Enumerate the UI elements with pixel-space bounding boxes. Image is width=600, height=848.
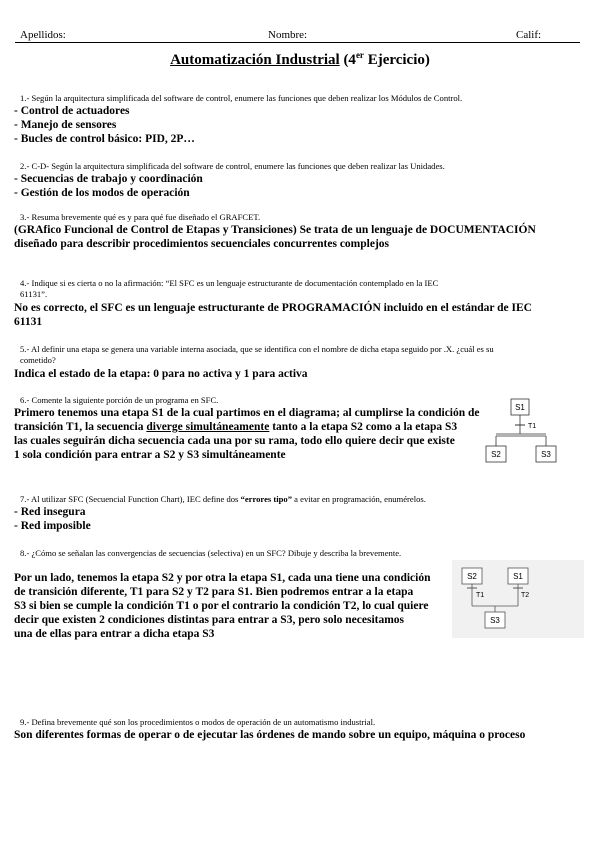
- q3-answer-line2: diseñado para describir procedimientos secuenciales concurrentes complejos: [14, 238, 389, 250]
- q1-question: 1.- Según la arquitectura simplificada del software de control, enumere las funciones que deben realizar los Módulos de Control.: [20, 93, 463, 103]
- q7-question-errores: “errores tipo”: [240, 494, 293, 504]
- q8-answer-line1: Por un lado, tenemos la etapa S2 y por otra la etapa S1, cada una tiene una condición: [14, 572, 431, 584]
- q8-answer-line2: de transición diferente, T1 para S2 y T2 para S1. Bien podremos entrar a la etapa: [14, 586, 414, 598]
- q4-answer-line1: No es correcto, el SFC es un lenguaje estructurante de PROGRAMACIÓN incluido en el estándar de IEC: [14, 302, 532, 314]
- q7-question-a: 7.- Al utilizar SFC (Secuencial Function Chart), IEC define dos: [20, 494, 241, 504]
- q8-step-s1-label: S1: [513, 572, 523, 581]
- q2-answer-1: - Secuencias de trabajo y coordinación: [14, 173, 203, 185]
- q8-step-s2-label: S2: [467, 572, 477, 581]
- q1-answer-3: - Bucles de control básico: PID, 2P…: [14, 133, 195, 145]
- q5-answer: Indica el estado de la etapa: 0 para no activa y 1 para activa: [14, 368, 308, 380]
- q6-step-s3-label: S3: [541, 450, 551, 459]
- title-rest: Ejercicio): [363, 52, 430, 68]
- header-rule: [15, 42, 580, 43]
- q3-answer-line1: (GRAfico Funcional de Control de Etapas y Transiciones) Se trata de un lenguaje de DOCUMENTACIÓN: [14, 224, 536, 236]
- nombre-label: Nombre:: [268, 29, 308, 41]
- q1-answer-2: - Manejo de sensores: [14, 119, 117, 131]
- q3-question: 3.- Resuma brevemente qué es y para qué fue diseñado el GRAFCET.: [20, 212, 261, 222]
- q4-answer-line2: 61131: [14, 316, 43, 328]
- q6-transition-t1-label: T1: [528, 423, 537, 430]
- q8-step-s3-label: S3: [490, 616, 500, 625]
- q5-question-line2: cometido?: [20, 355, 56, 365]
- q1-answer-1: - Control de actuadores: [14, 105, 130, 117]
- q2-question: 2.- C-D- Según la arquitectura simplificada del software de control, enumere las funciones que deben realizar las Unidades.: [20, 161, 445, 171]
- q6-step-s1-label: S1: [515, 403, 525, 412]
- q6-answer-line2-a: transición T1, la secuencia: [14, 421, 147, 433]
- q8-answer-line4: decir que existen 2 condiciones distintas para entrar a S3, pero solo necesitamos: [14, 614, 405, 626]
- page-title: [0, 50, 600, 69]
- q7-question-c: a evitar en programación, enumérelos.: [292, 494, 426, 504]
- q6-answer-underlined: diverge simultáneamente: [146, 421, 270, 433]
- title-sup: er: [355, 50, 364, 60]
- q8-transition-t1-label: T1: [476, 592, 485, 599]
- q6-answer-line3: las cuales seguirán dicha secuencia cada una por su rama, todo ello quiere decir que existe: [14, 435, 455, 447]
- q6-answer-line4: 1 sola condición para entrar a S2 y S3 simultáneamente: [14, 449, 286, 461]
- q6-sfc-diagram: [480, 396, 580, 470]
- q8-answer-line5: una de ellas para entrar a dicha etapa S3: [14, 628, 215, 640]
- q9-answer: Son diferentes formas de operar o de ejecutar las órdenes de mando sobre un equipo, máquina o proceso: [14, 729, 526, 741]
- title-paren: (4: [343, 52, 356, 68]
- title-main: Automatización Industrial: [170, 52, 340, 68]
- q4-question-line2: 61131”.: [20, 289, 48, 299]
- q6-answer-line2-b: tanto a la etapa S2 como a la etapa S3: [269, 421, 458, 433]
- calif-label: Calif:: [516, 29, 542, 41]
- apellidos-label: Apellidos:: [20, 29, 66, 41]
- q6-step-s2-label: S2: [491, 450, 501, 459]
- q6-question: 6.- Comente la siguiente porción de un programa en SFC.: [20, 395, 219, 405]
- q6-answer-line1: Primero tenemos una etapa S1 de la cual partimos en el diagrama; al cumplirse la condición de: [14, 407, 480, 419]
- q6-answer-line2: [14, 420, 457, 434]
- q7-answer-2: - Red imposible: [14, 520, 91, 532]
- q8-answer-line3: S3 si bien se cumple la condición T1 o por el contrario la condición T2, lo cual quiere: [14, 600, 429, 612]
- q4-question-line1: 4.- Indique si es cierta o no la afirmación: “El SFC es un lenguaje estructurante de documentación contemplado en la IEC: [20, 278, 439, 288]
- q2-answer-2: - Gestión de los modos de operación: [14, 187, 190, 199]
- q8-question: 8.- ¿Cómo se señalan las convergencias de secuencias (selectiva) en un SFC? Dibuje y describa la brevemente.: [20, 548, 402, 558]
- q7-answer-1: - Red insegura: [14, 506, 86, 518]
- q8-transition-t2-label: T2: [521, 592, 530, 599]
- q9-question: 9.- Defina brevemente qué son los procedimientos o modos de operación de un automatismo industrial.: [20, 717, 376, 727]
- q8-sfc-diagram: [452, 560, 584, 638]
- q5-question-line1: 5.- Al definir una etapa se genera una variable interna asociada, que se identifica con el nombre de dicha etapa seguido por .X. ¿cuál es su: [20, 344, 494, 354]
- q7-question: [20, 494, 426, 504]
